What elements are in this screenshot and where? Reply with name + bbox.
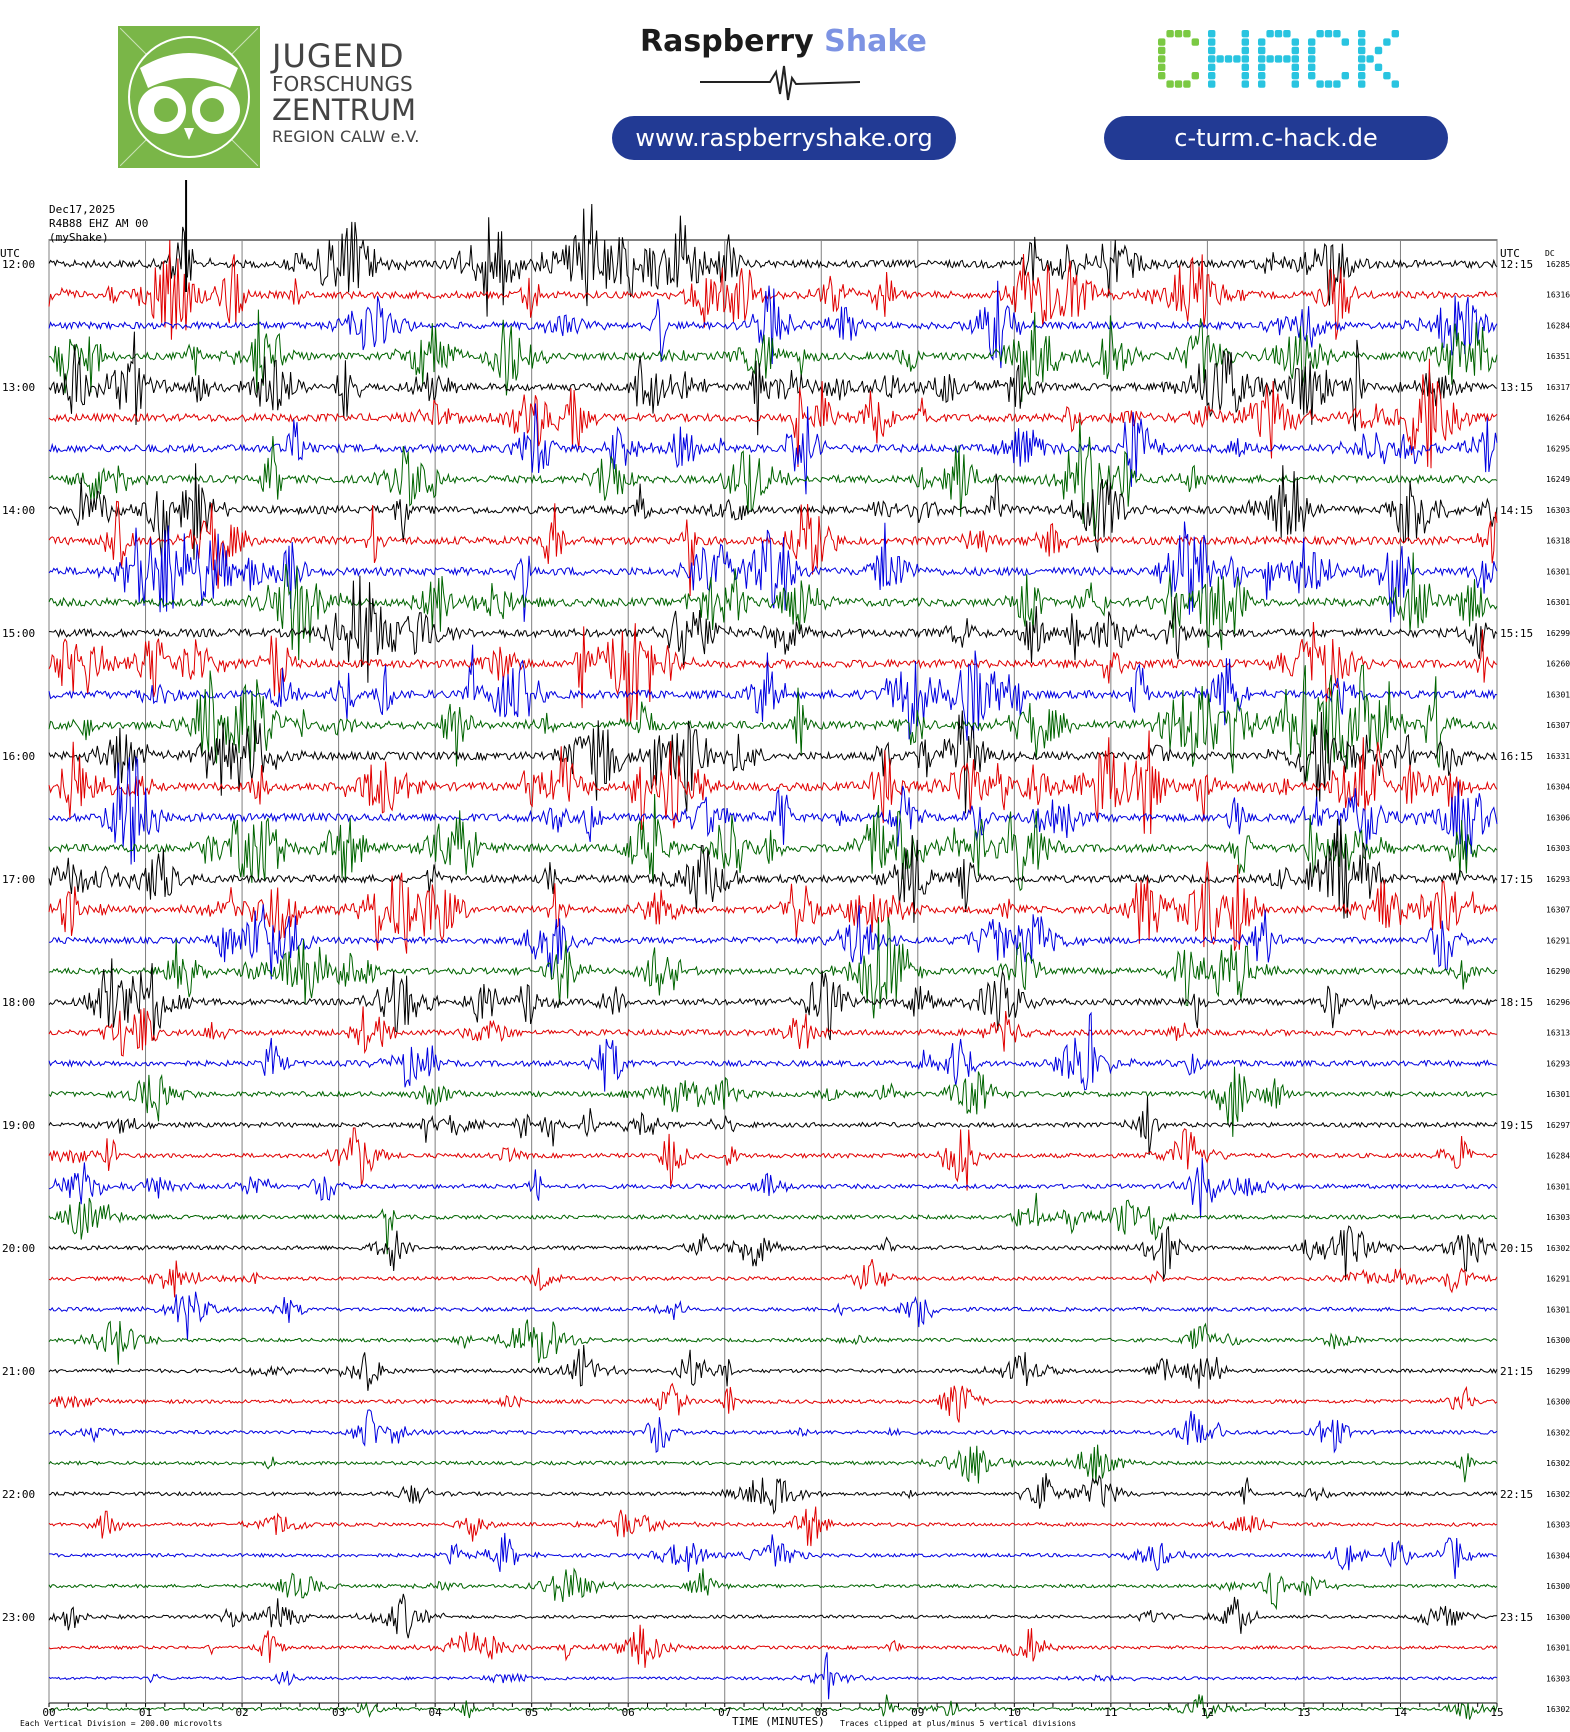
dc-offset-label: 16302	[1546, 1428, 1570, 1438]
right-utc-label: UTC	[1500, 247, 1520, 260]
chack-dot	[1392, 30, 1399, 37]
chack-dot	[1158, 64, 1165, 71]
right-hour-label: 22:15	[1500, 1487, 1534, 1501]
x-tick-label: 10	[1007, 1706, 1021, 1719]
chack-dot	[1308, 72, 1315, 79]
chack-dot	[1266, 55, 1273, 62]
dc-offset-label: 16290	[1546, 967, 1570, 977]
seismic-trace	[49, 1292, 1497, 1341]
left-hour-label: 14:00	[2, 503, 36, 517]
left-hour-label: 13:00	[2, 380, 36, 394]
dc-offset-label: 16303	[1546, 844, 1570, 854]
seismic-trace	[49, 622, 1497, 724]
dc-offset-label: 16301	[1546, 1090, 1570, 1100]
traces	[49, 180, 1497, 1720]
dc-offset-label: 16306	[1546, 813, 1570, 823]
dc-offset-label: 16313	[1546, 1028, 1570, 1038]
chack-dot	[1208, 38, 1215, 45]
chack-dot	[1183, 80, 1190, 87]
left-hour-label: 15:00	[2, 626, 36, 640]
chack-dot	[1342, 38, 1349, 45]
chack-dot	[1225, 55, 1232, 62]
chack-dot	[1375, 64, 1382, 71]
dc-offset-label: 16303	[1546, 505, 1570, 515]
chack-dot	[1358, 64, 1365, 71]
left-hour-label: 17:00	[2, 872, 36, 886]
dc-offset-label: 16302	[1546, 1459, 1570, 1469]
dc-offset-label: 16264	[1546, 413, 1570, 423]
grid	[49, 240, 1497, 1707]
dc-offset-label: 16301	[1546, 1643, 1570, 1653]
x-tick-label: 13	[1297, 1706, 1311, 1719]
dc-offset-label: 16303	[1546, 1520, 1570, 1530]
seismic-trace	[49, 1652, 1497, 1699]
x-tick-label: 02	[235, 1706, 249, 1719]
seismic-trace	[49, 1067, 1497, 1137]
x-tick-label: 05	[525, 1706, 539, 1719]
right-hour-label: 19:15	[1500, 1118, 1534, 1132]
chack-dot	[1208, 47, 1215, 54]
seismic-trace	[49, 1625, 1497, 1668]
dc-offset-label: 16302	[1546, 1243, 1570, 1253]
header	[0, 0, 1570, 180]
chack-dot	[1333, 30, 1340, 37]
chack-dot	[1292, 47, 1299, 54]
seismic-trace	[49, 1533, 1497, 1579]
x-tick-label: 07	[718, 1706, 732, 1719]
dc-offset-label: 16317	[1546, 382, 1570, 392]
chack-dot	[1258, 64, 1265, 71]
dc-offset-label: 16302	[1546, 1705, 1570, 1714]
chack-dot	[1242, 55, 1249, 62]
chack-dot	[1258, 72, 1265, 79]
chack-dot	[1183, 30, 1190, 37]
dc-offset-label: 16291	[1546, 1274, 1570, 1284]
left-hour-label: 12:00	[2, 258, 36, 271]
x-tick-label: 01	[138, 1706, 153, 1719]
chack-dot	[1308, 55, 1315, 62]
seismic-trace	[49, 711, 1497, 814]
chack-dot	[1242, 38, 1249, 45]
dc-offset-label: 16260	[1546, 659, 1570, 669]
seismic-trace	[49, 522, 1497, 623]
dc-offset-label: 16293	[1546, 874, 1570, 884]
seismic-trace	[49, 1006, 1497, 1056]
left-utc-label: UTC	[0, 247, 20, 260]
chack-link[interactable]: c-turm.c-hack.de	[1104, 116, 1448, 160]
dc-offset-label: 16300	[1546, 1612, 1570, 1622]
chack-dot	[1175, 30, 1182, 37]
dc-offset-label: 16307	[1546, 721, 1570, 731]
seismic-trace	[49, 1013, 1497, 1092]
chack-dot	[1158, 38, 1165, 45]
chack-dot	[1216, 55, 1223, 62]
chack-dot	[1366, 55, 1373, 62]
right-hour-label: 12:15	[1500, 258, 1534, 271]
dc-offset-label: 16301	[1546, 598, 1570, 608]
chack-dot	[1358, 72, 1365, 79]
station-date: Dec17,2025	[49, 203, 116, 216]
dc-offset-label: 16295	[1546, 444, 1570, 454]
seismic-trace	[49, 1568, 1497, 1608]
chack-dot	[1283, 30, 1290, 37]
right-hour-label: 21:15	[1500, 1364, 1534, 1378]
chack-dot	[1266, 30, 1273, 37]
right-hour-label: 14:15	[1500, 503, 1534, 517]
chack-dot	[1333, 80, 1340, 87]
seismic-trace	[49, 1445, 1497, 1484]
dc-offset-label: 16303	[1546, 1213, 1570, 1223]
seismic-trace	[49, 1345, 1497, 1391]
left-hour-label: 23:00	[2, 1610, 36, 1624]
dc-offset-label: 16300	[1546, 1336, 1570, 1346]
seismic-trace	[49, 501, 1497, 596]
chack-dot	[1166, 30, 1173, 37]
chack-dot	[1292, 80, 1299, 87]
chack-dot	[1358, 55, 1365, 62]
dc-offset-label: 16299	[1546, 1366, 1570, 1376]
x-tick-label: 04	[428, 1706, 442, 1719]
chack-dot	[1208, 30, 1215, 37]
chack-dot	[1358, 30, 1365, 37]
dc-offset-label: 16301	[1546, 1182, 1570, 1192]
chack-dot	[1325, 80, 1332, 87]
right-hour-label: 13:15	[1500, 380, 1534, 394]
left-hour-label: 16:00	[2, 749, 36, 763]
dc-offset-label: 16351	[1546, 352, 1570, 362]
dc-offset-label: 16304	[1546, 782, 1570, 792]
chack-dot	[1208, 72, 1215, 79]
right-hour-label: 20:15	[1500, 1241, 1534, 1255]
seismic-trace	[49, 645, 1497, 741]
raspberry-shake-title	[640, 24, 927, 59]
chack-dot	[1158, 72, 1165, 79]
helicorder-plot	[0, 180, 1570, 1732]
chack-dot	[1292, 72, 1299, 79]
jfz-line4: REGION CALW e.V.	[272, 127, 420, 146]
chack-dot	[1158, 55, 1165, 62]
dc-offset-label: 16302	[1546, 1489, 1570, 1499]
chack-dot	[1392, 80, 1399, 87]
x-tick-label: 03	[331, 1706, 346, 1719]
seismic-trace	[49, 1097, 1497, 1155]
right-hour-label: 17:15	[1500, 872, 1534, 886]
x-tick-label: 06	[621, 1706, 635, 1719]
chack-dot	[1358, 80, 1365, 87]
x-tick-label: 11	[1104, 1706, 1118, 1719]
seismic-trace	[49, 1384, 1497, 1423]
chack-dot	[1308, 64, 1315, 71]
left-hour-label: 22:00	[2, 1487, 36, 1501]
footer-scale: Each Vertical Division = 200.00 microvolts	[20, 1719, 223, 1728]
jfz-line1: JUGEND	[272, 37, 405, 75]
chack-dot	[1283, 55, 1290, 62]
right-hour-label: 15:15	[1500, 626, 1534, 640]
seismic-trace	[49, 1320, 1497, 1365]
chack-dot	[1258, 47, 1265, 54]
seismic-trace	[49, 281, 1497, 368]
seismogram-logo-icon	[700, 62, 860, 104]
x-tick-label: 00	[42, 1706, 56, 1719]
dc-offset-label: 16296	[1546, 997, 1570, 1007]
chack-dot	[1358, 38, 1365, 45]
dc-label: DC	[1545, 249, 1555, 258]
seismic-trace	[49, 204, 1497, 317]
chack-dot	[1325, 30, 1332, 37]
left-hour-label: 18:00	[2, 995, 36, 1009]
chack-dot	[1258, 38, 1265, 45]
rs-title-accent: Shake	[824, 24, 927, 59]
x-tick-label: 14	[1393, 1706, 1408, 1719]
seismic-trace	[49, 359, 1497, 469]
jfz-wordmark	[272, 37, 420, 146]
chack-dot	[1192, 38, 1199, 45]
chack-dot	[1292, 64, 1299, 71]
chack-dot	[1208, 80, 1215, 87]
labels	[0, 203, 1570, 1728]
chack-dot	[1175, 80, 1182, 87]
dc-offset-label: 16301	[1546, 567, 1570, 577]
chack-dot	[1242, 64, 1249, 71]
chack-dot	[1208, 64, 1215, 71]
seismic-trace	[49, 1128, 1497, 1191]
chack-dot	[1208, 55, 1215, 62]
dc-offset-label: 16284	[1546, 1151, 1570, 1161]
right-hour-label: 18:15	[1500, 995, 1534, 1009]
chack-dot	[1342, 72, 1349, 79]
left-hour-label: 21:00	[2, 1364, 36, 1378]
chack-dot	[1358, 47, 1365, 54]
chack-dot	[1275, 55, 1282, 62]
right-hour-label: 23:15	[1500, 1610, 1534, 1624]
chack-dot	[1242, 30, 1249, 37]
chack-dot	[1242, 72, 1249, 79]
chack-dot	[1316, 80, 1323, 87]
rs-title-main: Raspberry	[640, 24, 814, 59]
dc-offset-label: 16300	[1546, 1397, 1570, 1407]
dc-offset-label: 16303	[1546, 1674, 1570, 1684]
chack-dot	[1158, 47, 1165, 54]
chack-dot	[1292, 38, 1299, 45]
chack-dot	[1258, 55, 1265, 62]
x-tick-label: 08	[814, 1706, 828, 1719]
chack-dot	[1308, 38, 1315, 45]
footer-clip: Traces clipped at plus/minus 5 vertical divisions	[840, 1719, 1077, 1728]
seismic-trace	[49, 1473, 1497, 1513]
chack-dot	[1242, 80, 1249, 87]
left-hour-label: 19:00	[2, 1118, 36, 1132]
dc-offset-label: 16299	[1546, 628, 1570, 638]
right-hour-label: 16:15	[1500, 749, 1534, 763]
station-channel: R4B88 EHZ AM 00	[49, 217, 149, 230]
chack-dot	[1258, 80, 1265, 87]
owl-logo-icon	[118, 26, 260, 168]
chack-dot	[1275, 30, 1282, 37]
chack-dot	[1383, 72, 1390, 79]
dc-offset-label: 16249	[1546, 475, 1570, 485]
dc-offset-label: 16304	[1546, 1551, 1570, 1561]
chack-logo-icon	[1158, 30, 1408, 96]
raspberryshake-link[interactable]: www.raspberryshake.org	[612, 116, 956, 160]
seismic-trace	[49, 1158, 1497, 1218]
dc-offset-label: 16301	[1546, 1305, 1570, 1315]
chack-dot	[1316, 30, 1323, 37]
dc-offset-label: 16316	[1546, 290, 1570, 300]
jfz-line2: FORSCHUNGS	[272, 72, 413, 96]
dc-offset-label: 16307	[1546, 905, 1570, 915]
x-axis-title: TIME (MINUTES)	[732, 1715, 825, 1728]
x-tick-label: 09	[911, 1706, 925, 1719]
dc-offset-label: 16291	[1546, 936, 1570, 946]
dc-offset-label: 16331	[1546, 751, 1570, 761]
plot-frame	[49, 240, 1497, 1703]
chack-dot	[1242, 47, 1249, 54]
seismic-trace	[49, 1594, 1497, 1638]
seismic-trace	[49, 1259, 1497, 1297]
dc-offset-label: 16284	[1546, 321, 1570, 331]
left-hour-label: 20:00	[2, 1241, 36, 1255]
station-network: (myShake)	[49, 231, 109, 244]
chack-dot	[1383, 38, 1390, 45]
chack-dot	[1308, 47, 1315, 54]
dc-offset-label: 16285	[1546, 260, 1570, 269]
chack-dot	[1192, 72, 1199, 79]
dc-offset-label: 16300	[1546, 1582, 1570, 1592]
x-tick-label: 12	[1200, 1706, 1215, 1719]
x-tick-label: 15	[1490, 1706, 1504, 1719]
chack-dot	[1375, 47, 1382, 54]
seismic-trace	[49, 1226, 1497, 1280]
seismic-trace	[49, 419, 1497, 536]
dc-offset-label: 16293	[1546, 1059, 1570, 1069]
dc-offset-label: 16318	[1546, 536, 1570, 546]
chack-dot	[1292, 55, 1299, 62]
seismic-trace	[49, 1410, 1497, 1452]
dc-offset-label: 16301	[1546, 690, 1570, 700]
chack-dot	[1233, 55, 1240, 62]
chack-dot	[1166, 80, 1173, 87]
jfz-line3: ZENTRUM	[272, 93, 416, 127]
dc-offset-label: 16297	[1546, 1120, 1570, 1130]
